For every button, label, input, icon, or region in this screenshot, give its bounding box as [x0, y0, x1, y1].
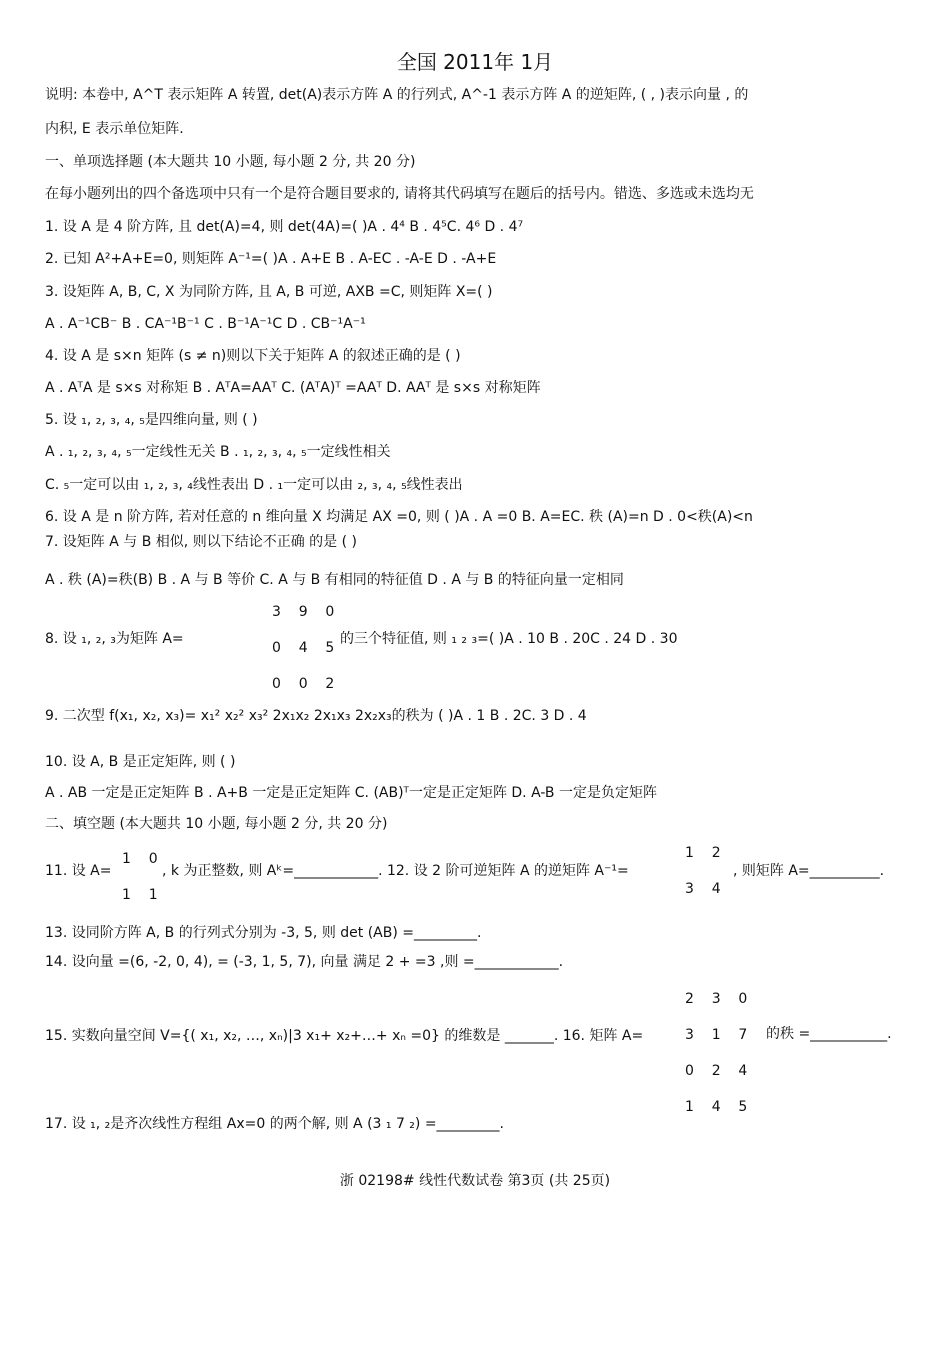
section1-heading: 一、单项选择题 (本大题共 10 小题, 每小题 2 分, 共 20 分) [45, 154, 416, 170]
question-8-matrix: 3 9 0 0 4 5 0 0 2 [272, 604, 335, 692]
question-12-matrix: 1 2 3 4 [685, 845, 721, 897]
section1-instruction: 在每小题列出的四个备选项中只有一个是符合题目要求的, 请将其代码填写在题后的括号内。错选、多选或未选均无 [45, 186, 754, 202]
question-11-matrix: 1 0 1 1 [122, 851, 158, 903]
question-11-12-text: , k 为正整数, 则 Aᵏ=____________. 12. 设 2 阶可逆矩阵 A 的逆矩阵 A⁻¹= [162, 863, 629, 879]
question-10: 10. 设 A, B 是正定矩阵, 则 ( ) [45, 754, 236, 770]
question-14: 14. 设向量 =(6, -2, 0, 4), = (-3, 1, 5, 7), 向量 满足 2 + =3 ,则 =____________. [45, 954, 564, 970]
question-12-post: , 则矩阵 A=__________. [733, 863, 885, 879]
page-footer: 浙 02198# 线性代数试卷 第3页 (共 25页) [339, 1173, 611, 1189]
question-4-options: A . AᵀA 是 s×s 对称矩 B . AᵀA=AAᵀ C. (AᵀA)ᵀ =AAᵀ D. AAᵀ 是 s×s 对称矩阵 [45, 380, 541, 396]
question-17: 17. 设 ₁, ₂是齐次线性方程组 Ax=0 的两个解, 则 A (3 ₁ 7 ₂) =_________. [45, 1116, 505, 1132]
question-15-16-text: 15. 实数向量空间 V={( x₁, x₂, …, xₙ)|3 x₁+ x₂+…+ xₙ =0} 的维数是 _______. 16. 矩阵 A= [45, 1028, 644, 1044]
question-1: 1. 设 A 是 4 阶方阵, 且 det(A)=4, 则 det(4A)=( )A . 4⁴ B . 4⁵C. 4⁶ D . 4⁷ [45, 219, 524, 235]
question-6: 6. 设 A 是 n 阶方阵, 若对任意的 n 维向量 X 均满足 AX =0, 则 ( )A . A =0 B. A=EC. 秩 (A)=n D . 0<秩(A)<n [45, 509, 753, 525]
question-13: 13. 设同阶方阵 A, B 的行列式分别为 -3, 5, 则 det (AB) =_________. [45, 925, 482, 941]
question-7: 7. 设矩阵 A 与 B 相似, 则以下结论不正确 的是 ( ) [45, 534, 357, 550]
question-10-options: A . AB 一定是正定矩阵 B . A+B 一定是正定矩阵 C. (AB)ᵀ一定是正定矩阵 D. A-B 一定是负定矩阵 [45, 785, 657, 801]
intro-line-2: 内积, E 表示单位矩阵. [45, 121, 184, 137]
question-9: 9. 二次型 f(x₁, x₂, x₃)= x₁² x₂² x₃² 2x₁x₂ 2x₁x₃ 2x₂x₃的秩为 ( )A . 1 B . 2C. 3 D . 4 [45, 708, 587, 724]
question-16-post: 的秩 =___________. [766, 1026, 892, 1042]
exam-title: 全国 2011年 1月 [396, 50, 554, 74]
section2-heading: 二、填空题 (本大题共 10 小题, 每小题 2 分, 共 20 分) [45, 816, 388, 832]
question-8-pre: 8. 设 ₁, ₂, ₃为矩阵 A= [45, 631, 184, 647]
question-4: 4. 设 A 是 s×n 矩阵 (s ≠ n)则以下关于矩阵 A 的叙述正确的是 ( ) [45, 348, 461, 364]
question-8-post: 的三个特征值, 则 ₁ ₂ ₃=( )A . 10 B . 20C . 24 D . 30 [340, 631, 678, 647]
question-2: 2. 已知 A²+A+E=0, 则矩阵 A⁻¹=( )A . A+E B . A-EC . -A-E D . -A+E [45, 251, 497, 267]
question-16-matrix: 2 3 0 3 1 7 0 2 4 1 4 5 [685, 991, 748, 1115]
question-11-pre: 11. 设 A= [45, 863, 112, 879]
question-3-options: A . A⁻¹CB⁻ B . CA⁻¹B⁻¹ C . B⁻¹A⁻¹C D . CB⁻¹A⁻¹ [45, 316, 366, 332]
question-5-options-ab: A . ₁, ₂, ₃, ₄, ₅一定线性无关 B . ₁, ₂, ₃, ₄, ₅一定线性相关 [45, 444, 391, 460]
question-7-options: A . 秩 (A)=秩(B) B . A 与 B 等价 C. A 与 B 有相同的特征值 D . A 与 B 的特征向量一定相同 [45, 572, 624, 588]
question-3: 3. 设矩阵 A, B, C, X 为同阶方阵, 且 A, B 可逆, AXB =C, 则矩阵 X=( ) [45, 284, 493, 300]
question-5: 5. 设 ₁, ₂, ₃, ₄, ₅是四维向量, 则 ( ) [45, 412, 258, 428]
intro-line-1: 说明: 本卷中, A^T 表示矩阵 A 转置, det(A)表示方阵 A 的行列式, A^-1 表示方阵 A 的逆矩阵, ( , )表示向量 , 的 [45, 87, 749, 103]
question-5-options-cd: C. ₅一定可以由 ₁, ₂, ₃, ₄线性表出 D . ₁一定可以由 ₂, ₃, ₄, ₅线性表出 [45, 477, 463, 493]
